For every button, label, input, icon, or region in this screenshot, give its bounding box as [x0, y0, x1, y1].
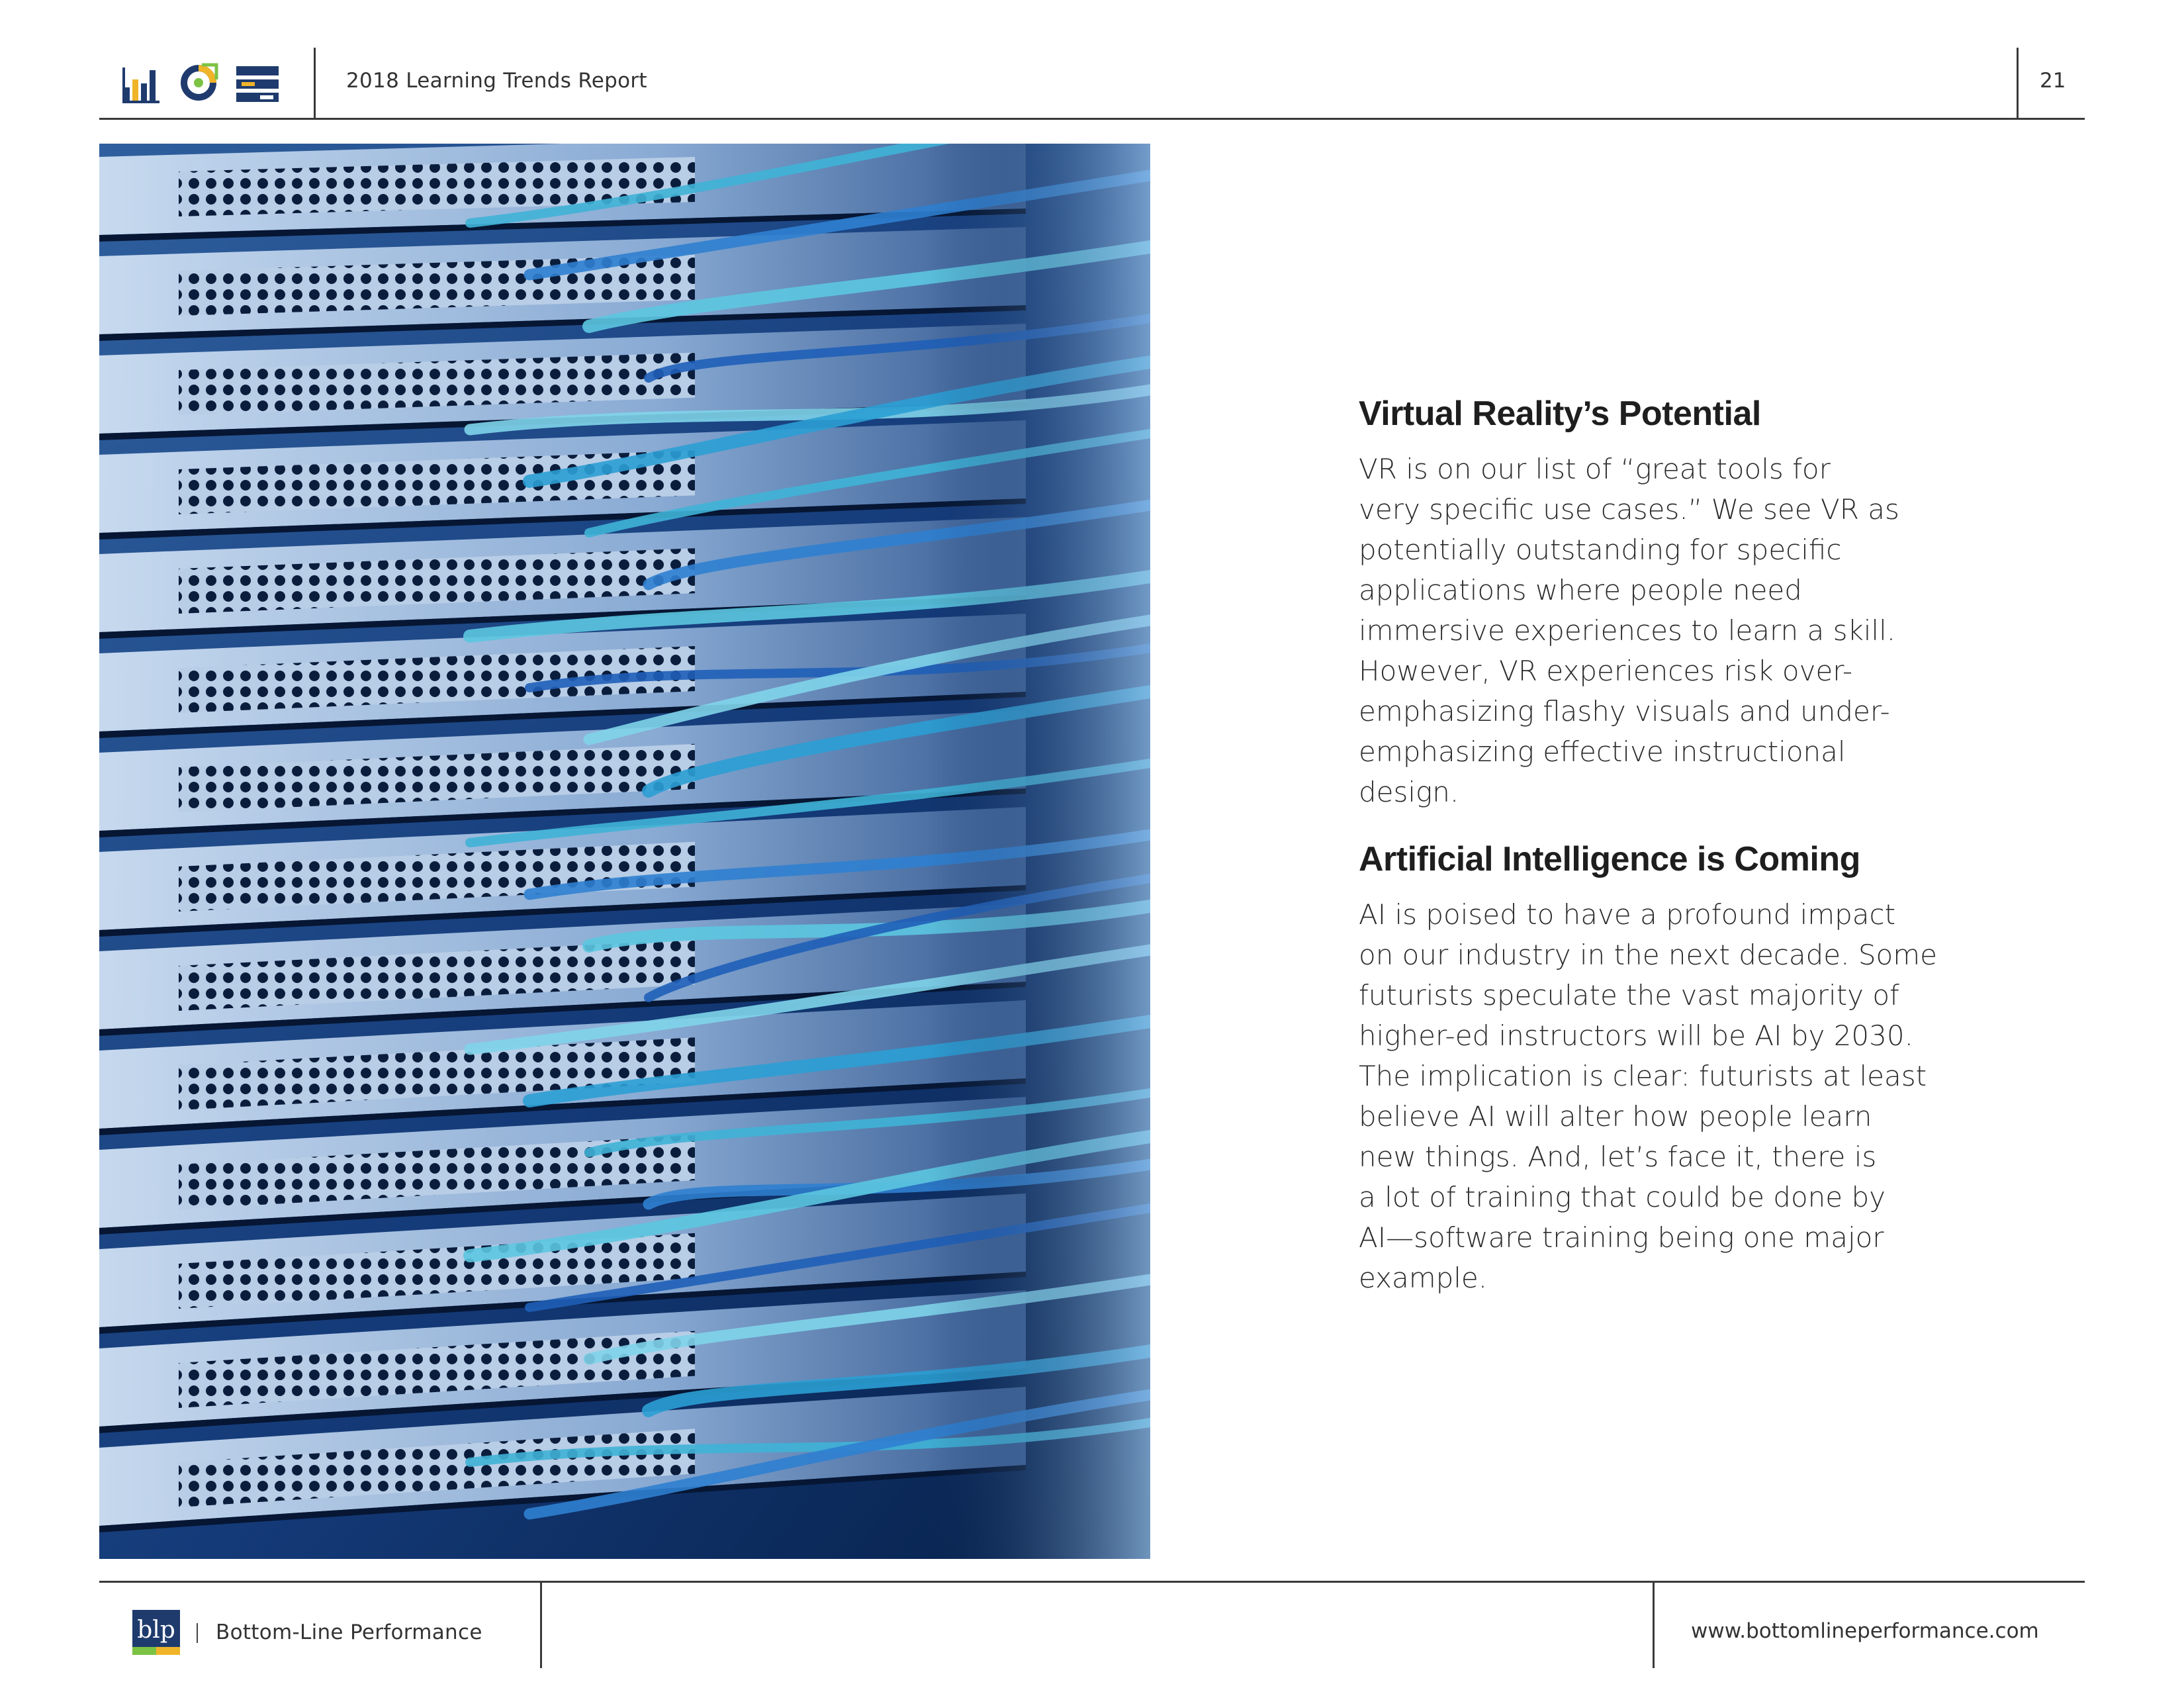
- article-text-column: [1359, 392, 2021, 1323]
- header-divider-left: [314, 48, 316, 119]
- website-link[interactable]: www.bottomlineperformance.com: [1691, 1619, 2039, 1643]
- section-heading-ai: Artificial Intelligence is Coming: [1359, 840, 1860, 878]
- section-heading-vr: Virtual Reality’s Potential: [1359, 395, 1761, 433]
- header-logo-icons: [122, 61, 279, 103]
- server-rack-illustration: [99, 144, 1150, 1559]
- section-body-vr: VR is on our list of “great tools for very specific use cases.” We see VR as potentially outstanding for specific applications where people need immersive experiences to learn a skill. However, VR experiences risk over- emphasizing flashy visuals and under- emphasizing effective instructional design.: [1359, 453, 1899, 808]
- header-rule: [99, 118, 2085, 120]
- header-divider-right: [2017, 48, 2019, 119]
- stacked-list-icon: [236, 65, 279, 103]
- company-name: Bottom-Line Performance: [216, 1620, 482, 1644]
- footer-rule: [99, 1581, 2085, 1583]
- donut-chart-icon: [178, 62, 219, 103]
- bar-chart-icon: [122, 64, 161, 103]
- blp-logo-icon: [132, 1610, 180, 1655]
- footer-separator: [197, 1623, 198, 1643]
- report-title: 2018 Learning Trends Report: [346, 69, 647, 93]
- footer-divider-left: [540, 1581, 542, 1668]
- section-body-ai: AI is poised to have a profound impact on our industry in the next decade. Some futurists speculate the vast majority of higher-ed instructors will be AI by 2030. The implication is clear: futurists at least believe AI will alter how people learn new things. And, let’s face it, there is a lot of training that could be done by AI—software training being one major example.: [1359, 898, 1937, 1294]
- blp-logo-text: blp: [137, 1617, 175, 1644]
- page-number: 21: [2040, 69, 2066, 93]
- server-rack-photo: [99, 144, 1150, 1559]
- footer-divider-right: [1653, 1581, 1655, 1668]
